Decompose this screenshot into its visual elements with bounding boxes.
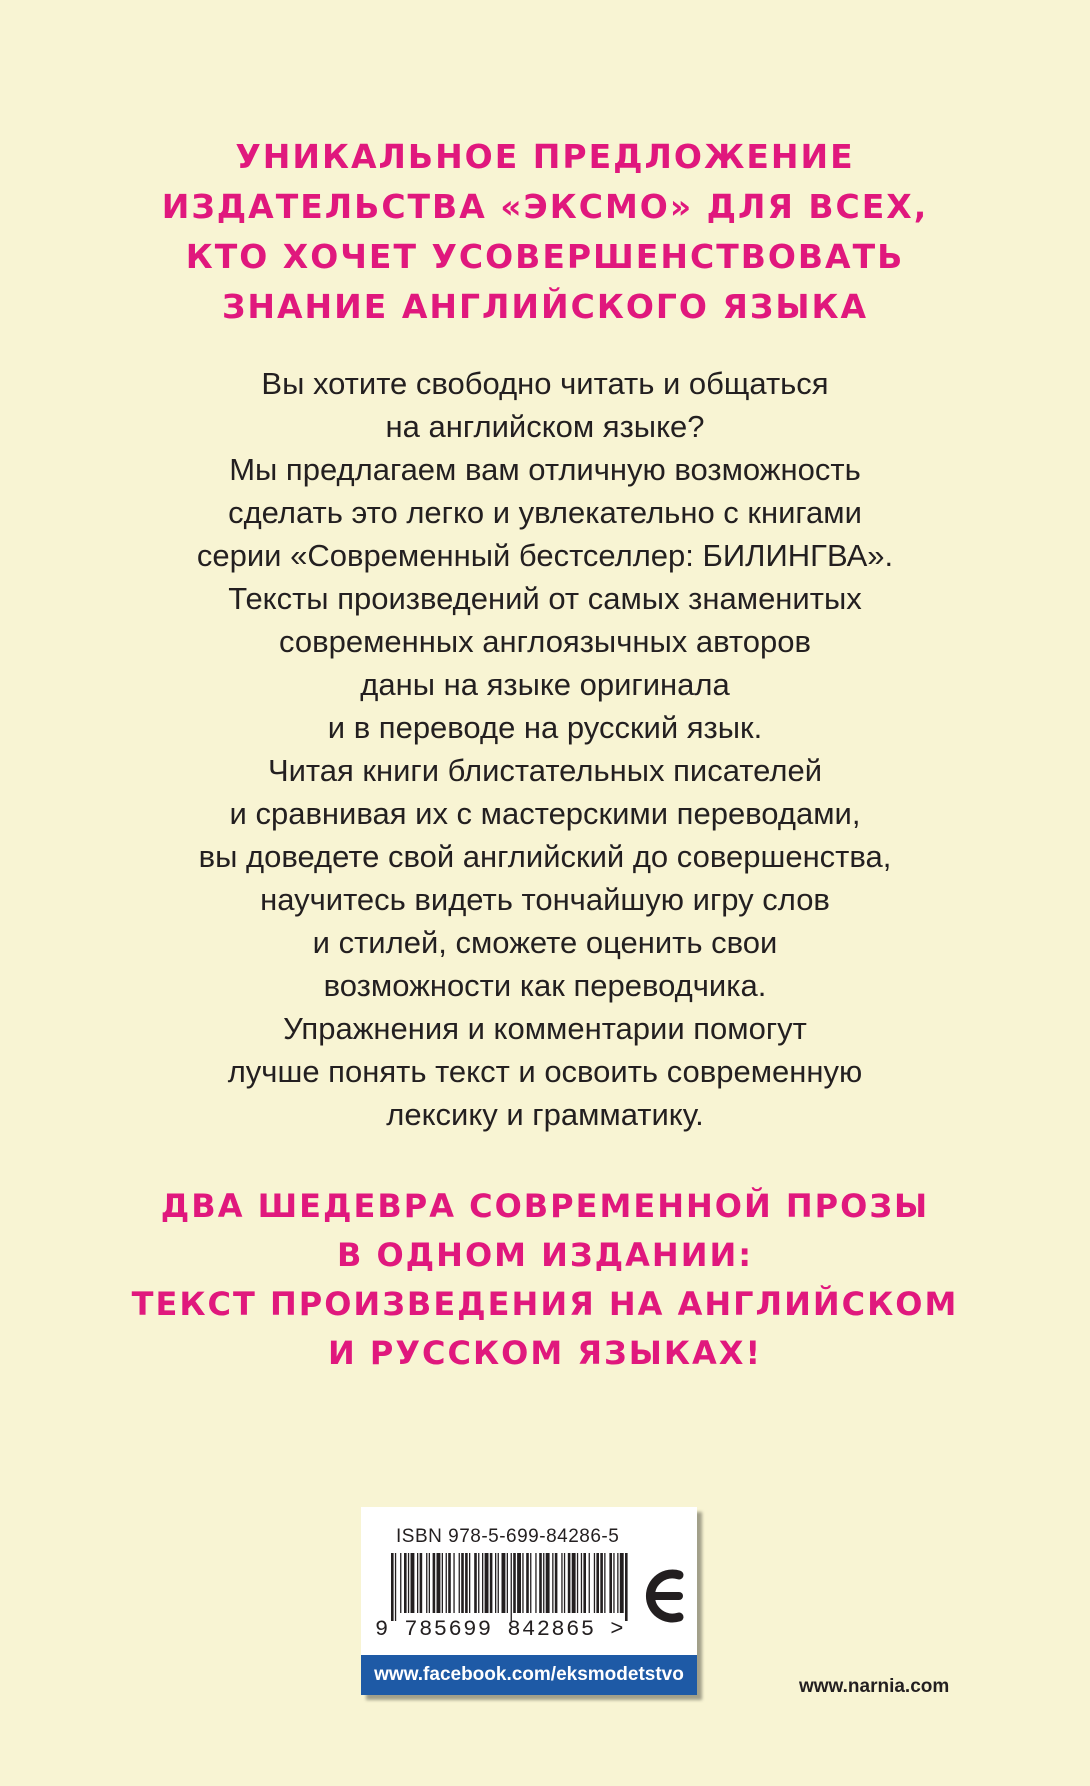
facebook-url: www.facebook.com/eksmodetstvo [361,1655,697,1695]
description-line: научитесь видеть тончайшую игру слов [260,882,830,917]
barcode-digits: 9 785699 842865 > [375,1617,625,1642]
barcode-bar [474,1553,477,1613]
headline-top-line: КТО ХОЧЕТ УСОВЕРШЕНСТВОВАТЬ [185,237,905,276]
barcode-bar [502,1553,506,1613]
barcode-bar [420,1553,423,1613]
barcode-bar [613,1553,614,1613]
barcode-bar [404,1553,407,1613]
barcode-bar [513,1553,516,1613]
barcode-bar [600,1553,603,1613]
barcode-bar [478,1553,479,1613]
barcode-bar [448,1553,451,1613]
barcode-bar [539,1553,542,1613]
barcode-bar [530,1553,531,1613]
barcode-bar [490,1553,493,1613]
barcode-bar [577,1553,578,1613]
barcode-bar [395,1553,396,1621]
headline-top-line: ЗНАНИЕ АНГЛИЙСКОГО ЯЗЫКА [221,287,869,326]
headline-bottom-line: И РУССКОМ ЯЗЫКАХ! [327,1334,763,1372]
barcode-icon [391,1553,631,1621]
barcode-panel [361,1507,697,1695]
description-line: и в переводе на русский язык. [327,710,763,745]
barcode-bar [604,1553,605,1613]
barcode-bar [609,1553,612,1613]
headline-top-line: УНИКАЛЬНОЕ ПРЕДЛОЖЕНИЕ [235,137,855,176]
description-line: Читая книги блистательных писателей [267,753,823,788]
description-line: и стилей, сможете оценить свои [312,925,778,960]
barcode-bar [482,1553,483,1613]
barcode-bar [417,1553,418,1613]
barcode-bar [555,1553,558,1613]
headline-bottom [0,1182,1090,1378]
barcode-bar [552,1553,553,1613]
description-line: Упражнения и комментарии помогут [283,1011,807,1046]
barcode-bar [517,1553,521,1613]
description-line: лучше понять текст и освоить современную [227,1054,863,1089]
barcode-bar [581,1553,582,1613]
barcode-bar [543,1553,544,1613]
barcode-bar [442,1553,443,1613]
barcode-bar [511,1553,512,1621]
barcode-bar [583,1553,586,1613]
barcode-bar [453,1553,454,1613]
barcode-bar [469,1553,470,1613]
barcode-bar [535,1553,536,1613]
barcode-bar [465,1553,468,1613]
barcode-bar [411,1553,415,1613]
headline-bottom-line: ТЕКСТ ПРОИЗВЕДЕНИЯ НА АНГЛИЙСКОМ [131,1285,959,1323]
barcode-bar [625,1553,628,1621]
barcode-bar [526,1553,529,1613]
barcode-bar [433,1553,436,1613]
description-line: Мы предлагаем вам отличную возможность [229,452,861,487]
description-text [0,362,1090,1136]
barcode-bar [596,1553,599,1613]
headline-bottom-line: В ОДНОМ ИЗДАНИИ: [336,1236,754,1274]
barcode-bar [408,1553,409,1613]
barcode-bar [461,1553,464,1613]
description-line: лексику и грамматику. [386,1097,704,1132]
barcode-bar [568,1553,571,1613]
barcode-bar [400,1553,401,1613]
description-line: даны на языке оригинала [360,667,730,702]
barcode-bar [617,1553,618,1613]
barcode-bar [498,1553,499,1613]
barcode-bar [485,1553,489,1613]
barcode-bar [620,1553,624,1613]
barcode-bar [594,1553,595,1613]
barcode-bar [564,1553,565,1613]
barcode-bar [495,1553,496,1613]
barcode-bar [507,1553,508,1613]
barcode-bar [429,1553,430,1613]
barcode-bar [572,1553,576,1613]
description-line: вы доведете свой английский до совершенства, [198,839,892,874]
description-line: Вы хотите свободно читать и общаться [261,366,829,401]
barcode-bar [426,1553,427,1613]
description-line: серии «Современный бестселлер: БИЛИНГВА». [196,538,894,573]
headline-bottom-line: ДВА ШЕДЕВРА СОВРЕМЕННОЙ ПРОЗЫ [160,1187,930,1225]
headline-top [0,132,1090,332]
eksmo-logo-icon [639,1565,687,1627]
barcode-bar [459,1553,460,1613]
description-line: возможности как переводчика. [323,968,767,1003]
barcode-bar [437,1553,441,1613]
description-line: Тексты произведений от самых знаменитых [228,581,862,616]
barcode-bar [391,1553,394,1621]
description-line: на английском языке? [385,409,705,444]
barcode-bar [446,1553,447,1613]
description-line: и сравнивая их с мастерскими переводами, [229,796,861,831]
barcode-bar [589,1553,590,1613]
website-url: www.narnia.com [799,1676,950,1697]
barcode-bar [522,1553,523,1613]
description-line: сделать это легко и увлекательно с книгами [228,495,862,530]
isbn-label: ISBN 978-5-699-84286-5 [396,1526,620,1547]
description-line: современных англоязычных авторов [279,624,811,659]
barcode-bar [561,1553,562,1613]
headline-top-line: ИЗДАТЕЛЬСТВА «ЭКСМО» ДЛЯ ВСЕХ, [161,187,929,226]
barcode-bar [546,1553,550,1613]
